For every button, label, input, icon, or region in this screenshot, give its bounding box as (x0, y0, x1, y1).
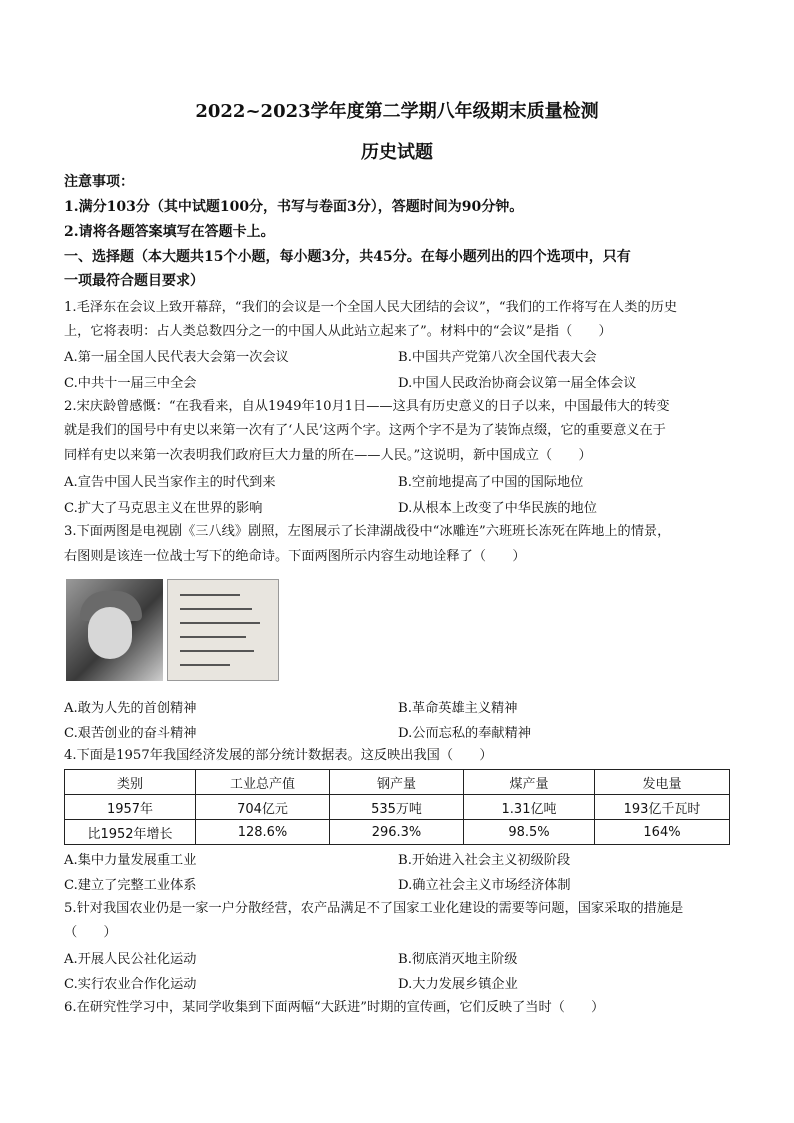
table-cell: 535万吨 (330, 795, 464, 820)
q1-stem-line-2: 上，它将表明：占人类总数四分之一的中国人从此站立起来了”。材料中的“会议”是指（ ） (64, 324, 612, 339)
table-header-cell: 类别 (65, 770, 196, 795)
table-cell: 296.3% (330, 820, 464, 845)
table-cell: 比1952年增长 (65, 820, 196, 845)
table-cell: 1.31亿吨 (464, 795, 595, 820)
q2-option-a[interactable]: A.宣告中国人民当家作主的时代到来 (64, 475, 276, 490)
table-header-row (65, 770, 730, 795)
table-cell: 193亿千瓦时 (595, 795, 730, 820)
q2-stem-line-3: 同样有史以来第一次表明我们政府巨大力量的所在——人民。”这说明，新中国成立（ ） (64, 448, 592, 463)
section-heading-line-2: 一项最符合题目要求） (64, 273, 204, 289)
q2-stem-line-1: 2.宋庆龄曾感慨：“在我看来，自从1949年10月1日——这具有历史意义的日子以来，中国最伟大的转变 (64, 399, 670, 414)
q4-stem: 4.下面是1957年我国经济发展的部分统计数据表。这反映出我国（ ） (64, 748, 493, 763)
table-cell: 704亿元 (196, 795, 330, 820)
handwritten-poem-image (167, 579, 279, 681)
table-cell: 128.6% (196, 820, 330, 845)
q5-stem-line-1: 5.针对我国农业仍是一家一户分散经营，农产品满足不了国家工业化建设的需要等问题，国家采取的措施是 (64, 901, 684, 916)
table-header-cell: 煤产量 (464, 770, 595, 795)
q4-option-b[interactable]: B.开始进入社会主义初级阶段 (398, 853, 571, 868)
q1-stem-line-1: 1.毛泽东在会议上致开幕辞，“我们的会议是一个全国人民大团结的会议”，“我们的工作将写在人类的历史 (64, 300, 678, 315)
table-row (65, 820, 730, 845)
section-heading-line-1: 一、选择题（本大题共15个小题，每小题3分，共45分。在每小题列出的四个选项中，只有 (64, 249, 631, 265)
economy-stats-table (64, 769, 730, 845)
q2-option-c[interactable]: C.扩大了马克思主义在世界的影响 (64, 501, 263, 516)
q1-option-c[interactable]: C.中共十一届三中全会 (64, 376, 197, 391)
q4-option-d[interactable]: D.确立社会主义市场经济体制 (398, 878, 571, 893)
soldier-photo (66, 579, 163, 681)
q3-option-b[interactable]: B.革命英雄主义精神 (398, 701, 518, 716)
q3-option-a[interactable]: A.敢为人先的首创精神 (64, 701, 197, 716)
q2-option-b[interactable]: B.空前地提高了中国的国际地位 (398, 475, 584, 490)
notice-item-2: 2.请将各题答案填写在答题卡上。 (64, 224, 275, 240)
table-row (65, 795, 730, 820)
table-header-cell: 发电量 (595, 770, 730, 795)
table-header-cell: 钢产量 (330, 770, 464, 795)
q2-stem-line-2: 就是我们的国号中有史以来第一次有了‘人民’这两个字。这两个字不是为了装饰点缀，它的重要意义在于 (64, 423, 666, 438)
table-cell: 164% (595, 820, 730, 845)
q1-option-d[interactable]: D.中国人民政治协商会议第一届全体会议 (398, 376, 637, 391)
q3-option-d[interactable]: D.公而忘私的奉献精神 (398, 726, 531, 741)
q5-stem-line-2: （ ） (64, 925, 117, 940)
q3-option-c[interactable]: C.艰苦创业的奋斗精神 (64, 726, 197, 741)
soldier-face-shape (88, 607, 132, 659)
q3-stem-line-1: 3.下面两图是电视剧《三八线》剧照，左图展示了长津湖战役中“冰雕连”六班班长冻死在阵地上的情景， (64, 524, 671, 539)
q2-option-d[interactable]: D.从根本上改变了中华民族的地位 (398, 501, 597, 516)
exam-subtitle: 历史试题 (361, 142, 433, 163)
q1-option-a[interactable]: A.第一届全国人民代表大会第一次会议 (64, 350, 289, 365)
q1-option-b[interactable]: B.中国共产党第八次全国代表大会 (398, 350, 597, 365)
q4-option-a[interactable]: A.集中力量发展重工业 (64, 853, 197, 868)
q5-option-c[interactable]: C.实行农业合作化运动 (64, 977, 197, 992)
table-header-cell: 工业总产值 (196, 770, 330, 795)
q6-stem: 6.在研究性学习中，某同学收集到下面两幅“大跃进”时期的宣传画，它们反映了当时（ ） (64, 1000, 605, 1015)
q5-option-b[interactable]: B.彻底消灭地主阶级 (398, 952, 518, 967)
q3-stem-line-2: 右图则是该连一位战士写下的绝命诗。下面两图所示内容生动地诠释了（ ） (64, 549, 526, 564)
notice-heading: 注意事项： (64, 174, 134, 190)
exam-title: 2022~2023学年度第二学期八年级期末质量检测 (195, 101, 599, 122)
q4-option-c[interactable]: C.建立了完整工业体系 (64, 878, 197, 893)
q5-option-a[interactable]: A.开展人民公社化运动 (64, 952, 197, 967)
q5-option-d[interactable]: D.大力发展乡镇企业 (398, 977, 518, 992)
table-cell: 1957年 (65, 795, 196, 820)
notice-item-1: 1.满分103分（其中试题100分，书写与卷面3分），答题时间为90分钟。 (64, 199, 524, 215)
table-cell: 98.5% (464, 820, 595, 845)
